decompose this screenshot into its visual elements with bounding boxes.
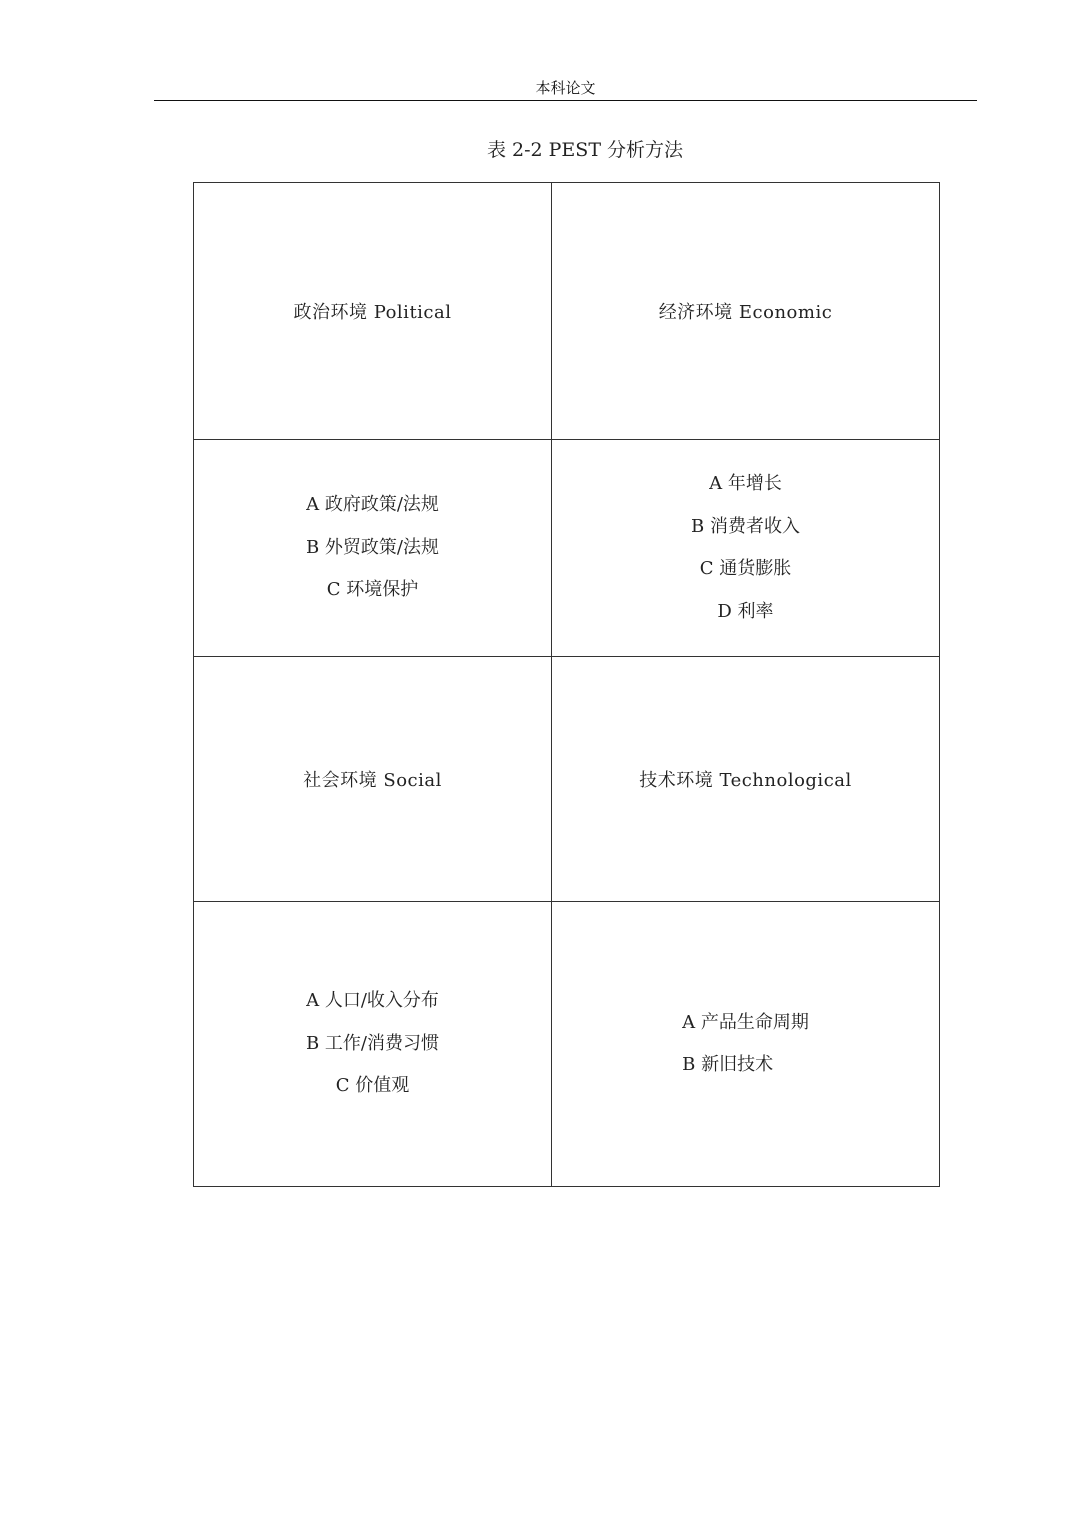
list-item: C 环境保护 <box>326 579 419 601</box>
list-item: B 新旧技术 <box>682 1054 774 1075</box>
table-row <box>194 183 940 440</box>
economic-heading: 经济环境 Economic <box>552 183 940 440</box>
table-caption: 表 2-2 PEST 分析方法 <box>486 139 684 161</box>
social-heading: 社会环境 Social <box>194 657 552 902</box>
technological-heading: 技术环境 Technological <box>552 657 940 902</box>
list-item: B 外贸政策/法规 <box>305 536 439 558</box>
list-item: A 人口/收入分布 <box>306 990 439 1012</box>
table-row <box>194 657 940 902</box>
economic-factors-cell <box>552 440 940 657</box>
list-item: D 利率 <box>717 600 774 622</box>
technological-factors-cell <box>552 902 940 1187</box>
list-item: B 消费者收入 <box>691 515 800 537</box>
political-factors-cell <box>194 440 552 657</box>
page-header: 本科论文 <box>535 79 596 97</box>
technological-factors-list <box>682 1002 809 1087</box>
list-item: A 政府政策/法规 <box>306 494 439 516</box>
pest-table <box>193 182 940 1187</box>
header-rule <box>154 100 977 101</box>
social-factors-cell <box>194 902 552 1187</box>
economic-factors-list <box>691 463 800 633</box>
list-item: B 工作/消费习惯 <box>305 1032 439 1054</box>
list-item: C 价值观 <box>335 1075 410 1097</box>
table-row <box>194 440 940 657</box>
list-item: C 通货膨胀 <box>699 558 792 579</box>
social-factors-list <box>306 980 439 1108</box>
list-item: A 产品生命周期 <box>682 1011 809 1033</box>
list-item: A 年增长 <box>709 473 782 494</box>
political-factors-list <box>306 484 439 612</box>
table-row <box>194 902 940 1187</box>
political-heading: 政治环境 Political <box>194 183 552 440</box>
